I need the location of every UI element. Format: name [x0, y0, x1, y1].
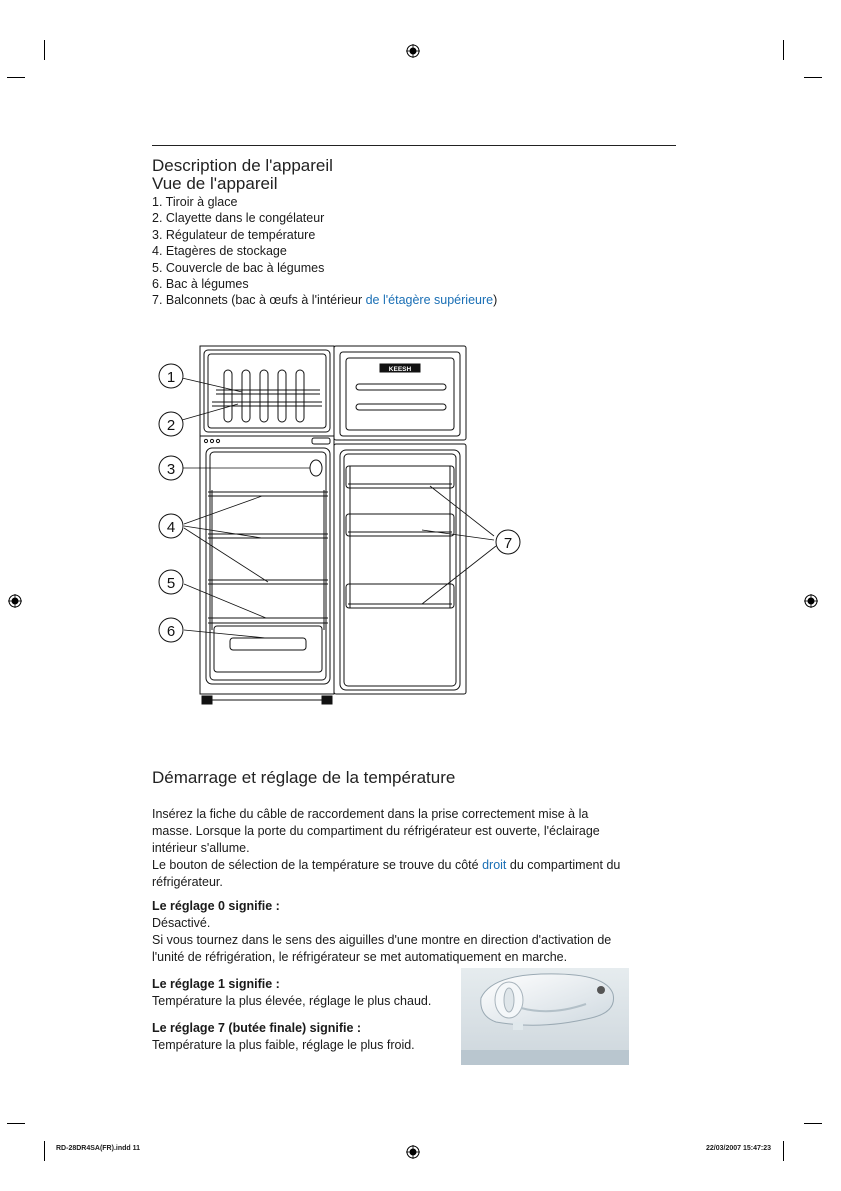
item7-text: 7. Balconnets (bac à œufs à l'intérieur	[152, 293, 366, 308]
item7-highlight: de l'étagère supérieure	[365, 293, 494, 308]
setting-7-block	[152, 1020, 472, 1054]
text-line: Température la plus élevée, réglage le plus chaud.	[152, 994, 432, 1008]
callout-label: 2	[166, 417, 176, 434]
list-item: 2. Clayette dans le congélateur	[152, 211, 325, 226]
crop-mark	[7, 77, 25, 78]
setting-title: Le réglage 7 (butée finale) signifie :	[152, 1021, 362, 1035]
list-item: 5. Couvercle de bac à légumes	[152, 260, 325, 275]
section-title: Description de l'appareil	[152, 156, 333, 175]
crop-mark	[804, 1123, 822, 1124]
crop-mark	[783, 40, 784, 60]
fridge-diagram	[150, 340, 530, 710]
text-line: Température la plus faible, réglage le plus froid.	[152, 1038, 415, 1052]
text-line: réfrigérateur.	[152, 875, 223, 889]
thermostat-knob	[310, 460, 322, 476]
crop-mark	[783, 1141, 784, 1161]
setting-title: Le réglage 0 signifie :	[152, 899, 280, 913]
callout-label: 3	[166, 461, 176, 478]
text-line: Désactivé.	[152, 916, 211, 930]
crop-mark	[44, 1141, 45, 1161]
thermostat-photo	[461, 968, 629, 1065]
text-span: Le bouton de sélection de la température se trouve du côté	[152, 858, 483, 872]
highlight-text: droit	[482, 858, 507, 872]
crop-mark	[44, 40, 45, 60]
setting-title: Le réglage 1 signifie :	[152, 977, 280, 991]
header-rule	[152, 145, 676, 146]
footer-timestamp: 22/03/2007 15:47:23	[706, 1145, 771, 1152]
list-item: 4. Etagères de stockage	[152, 244, 287, 259]
list-item: 6. Bac à légumes	[152, 277, 249, 292]
freezer-door	[334, 346, 466, 440]
text-line	[152, 857, 672, 874]
registration-mark-icon	[406, 1145, 420, 1159]
section-subtitle: Vue de l'appareil	[152, 174, 278, 193]
setting-0-block	[152, 898, 672, 966]
text-span: du compartiment du	[506, 858, 621, 872]
list-item	[152, 292, 497, 308]
callout-label: 1	[166, 369, 176, 386]
registration-mark-icon	[8, 594, 22, 608]
registration-mark-icon	[406, 44, 420, 58]
item7-suffix: )	[493, 293, 498, 308]
text-line: Insérez la fiche du câble de raccordement dans la prise correctement mise à la	[152, 807, 589, 821]
setting-1-block	[152, 976, 472, 1010]
list-item: 1. Tiroir à glace	[152, 195, 238, 209]
cabinet-outline	[200, 346, 334, 694]
callout-label: 4	[166, 519, 176, 536]
crop-mark	[7, 1123, 25, 1124]
text-line: masse. Lorsque la porte du compartiment du réfrigérateur est ouverte, l'éclairage	[152, 824, 600, 838]
list-item: 3. Régulateur de température	[152, 227, 316, 242]
parts-list	[152, 194, 497, 309]
callout-label: 7	[503, 535, 513, 552]
fridge-door	[334, 444, 466, 694]
text-line: l'unité de réfrigération, le réfrigérateur se met automatiquement en marche.	[152, 950, 568, 964]
registration-mark-icon	[804, 594, 818, 608]
door-balcony	[346, 466, 454, 608]
brand-text: KEESH	[388, 366, 412, 373]
callout-label: 5	[166, 575, 176, 592]
footer-filename: RD-28DR4SA(FR).indd 11	[56, 1145, 141, 1152]
callout-label: 6	[166, 623, 176, 640]
crop-mark	[804, 77, 822, 78]
text-line: intérieur s'allume.	[152, 841, 250, 855]
text-line: Si vous tournez dans le sens des aiguilles d'une montre en direction d'activation de	[152, 933, 612, 947]
paragraph-connection	[152, 806, 672, 891]
section-title-2: Démarrage et réglage de la température	[152, 768, 456, 787]
ice-tray	[216, 370, 320, 422]
